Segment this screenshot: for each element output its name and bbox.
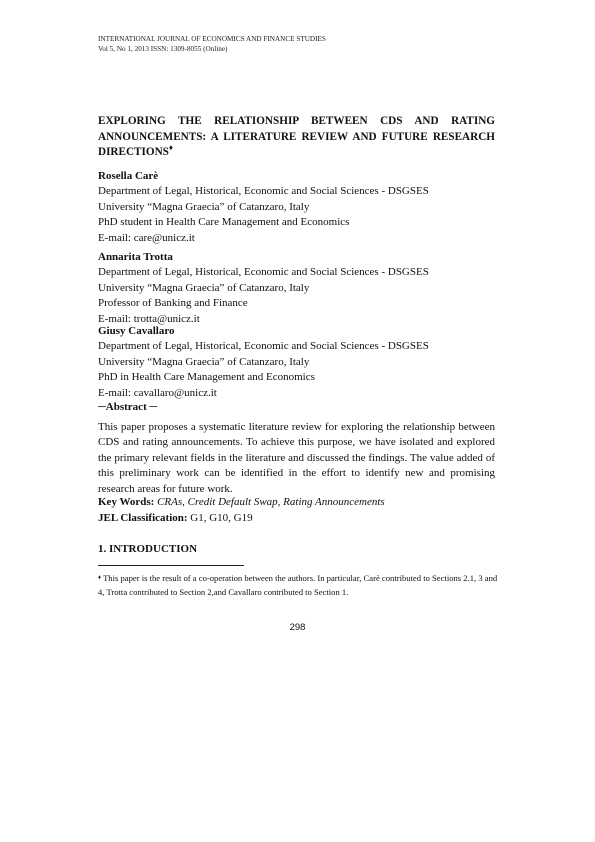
footnote-mark: ♦ (98, 575, 102, 581)
section-heading-introduction: 1. INTRODUCTION (98, 543, 198, 555)
jel-classification (98, 511, 253, 526)
author-university: University “Magna Graecia” of Catanzaro, Italy (98, 355, 310, 368)
author-block-3 (98, 324, 498, 401)
footnote-divider (98, 565, 244, 566)
author-university: University “Magna Graecia” of Catanzaro, Italy (98, 200, 310, 213)
author-email: E-mail: trotta@unicz.it (98, 312, 200, 325)
author-role: Professor of Banking and Finance (98, 297, 248, 310)
page-number: 298 (289, 622, 306, 633)
abstract-text: This paper proposes a systematic literature review for exploring the relationship between CDS and rating announcements. To achieve this purpose, we have isolated and explored the primary relevant fields in the literature and discussed the findings. The value added of this preliminary work can be identified in the effort to identify new and promising research areas for future work. (98, 421, 495, 495)
author-block-1 (98, 169, 498, 246)
footnote (98, 572, 498, 599)
author-email: E-mail: care@unicz.it (98, 231, 195, 244)
jel-label: JEL Classification: (98, 512, 188, 524)
keywords-label: Key Words: (98, 496, 155, 508)
author-email: E-mail: cavallaro@unicz.it (98, 386, 217, 399)
jel-value: G1, G10, G19 (190, 512, 253, 524)
journal-volume-issn: Vol 5, No 1, 2013 ISSN: 1309-8055 (Online) (98, 44, 228, 53)
author-role: PhD in Health Care Management and Economics (98, 371, 315, 384)
author-name: Rosella Carè (98, 170, 159, 182)
author-department: Department of Legal, Historical, Economic and Social Sciences - DSGSES (98, 185, 429, 198)
journal-header (98, 35, 326, 54)
author-role: PhD student in Health Care Management and Economics (98, 216, 350, 229)
keywords (98, 495, 385, 510)
title-footnote-mark: ♦ (168, 143, 173, 152)
journal-name: INTERNATIONAL JOURNAL OF ECONOMICS AND FINANCE STUDIES (98, 35, 326, 43)
footnote-text: This paper is the result of a co-operation between the authors. In particular, Carè contributed to Sections 2.1, 3 and 4, Trotta contributed to Section 2,and Cavallaro contributed to Section 1. (98, 573, 498, 597)
author-department: Department of Legal, Historical, Economic and Social Sciences - DSGSES (98, 340, 429, 353)
abstract-heading: ─Abstract ─ (98, 401, 158, 413)
author-department: Department of Legal, Historical, Economic and Social Sciences - DSGSES (98, 266, 429, 279)
keywords-value: CRAs, Credit Default Swap, Rating Announcements (157, 496, 385, 508)
paper-title-text: EXPLORING THE RELATIONSHIP BETWEEN CDS AND RATING ANNOUNCEMENTS: A LITERATURE REVIEW AND FUTURE RESEARCH DIRECTIONS (98, 115, 495, 158)
author-university: University “Magna Graecia” of Catanzaro, Italy (98, 281, 310, 294)
author-block-2 (98, 250, 498, 327)
author-name: Giusy Cavallaro (98, 325, 175, 337)
author-name: Annarita Trotta (98, 251, 173, 263)
paper-title (98, 114, 495, 161)
